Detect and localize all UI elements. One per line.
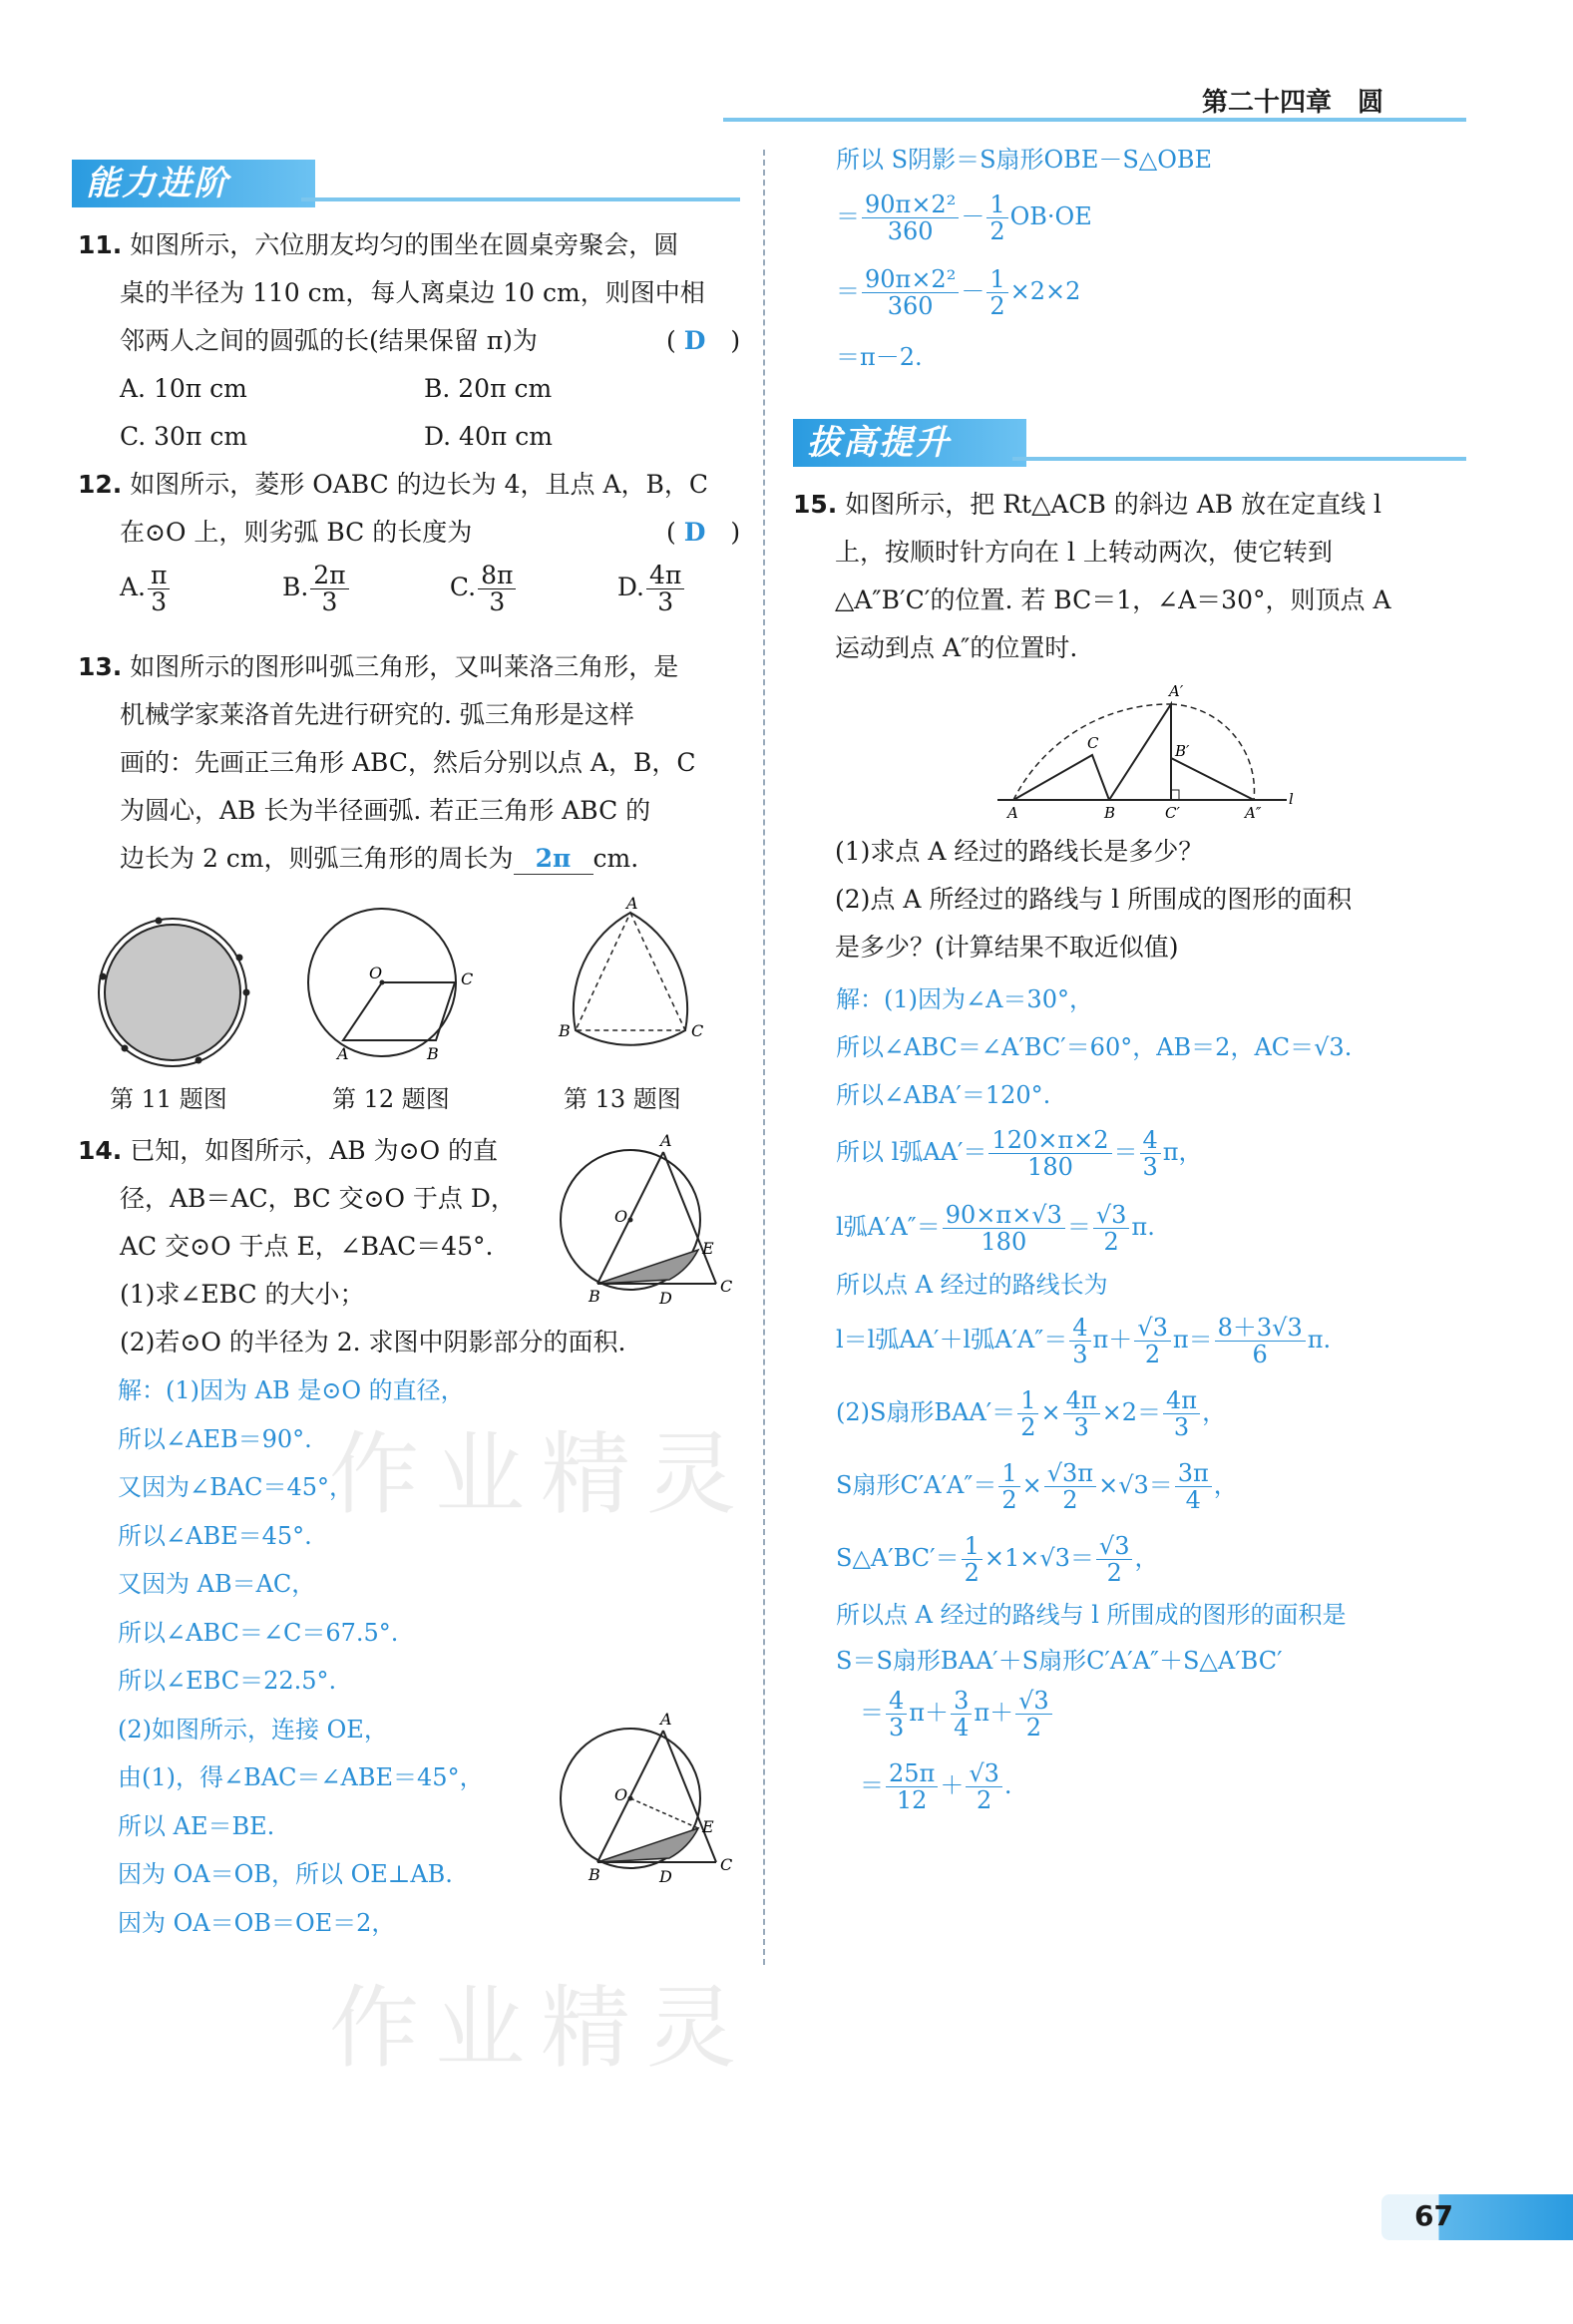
svg-text:A′: A′ <box>1169 682 1184 700</box>
figure-15 <box>997 678 1307 823</box>
watermark: 作业精灵 <box>329 1422 752 1527</box>
svg-text:B: B <box>589 1287 600 1306</box>
answer-11: D <box>683 326 706 355</box>
solution-14: 解：(1)因为 AB 是⊙O 的直径， 所以∠AEB＝90°. 又因为∠BAC＝45°， 所以∠ABE＝45°. 又因为 AB＝AC， 所以∠ABC＝∠C＝67.5°. 所以∠EBC＝22.5°. (2)如图所示，连接 OE， 由(1)，得∠BAC＝∠ABE＝45°， 所以 AE＝BE. 因为 OA＝OB，所以 OE⊥AB. 因为 OA＝OB＝OE＝2， <box>118 1376 484 1937</box>
svg-text:B: B <box>427 1044 439 1063</box>
question-13: 13. 如图所示的图形叫弧三角形，又叫莱洛三角形，是 机械学家莱洛首先进行研究的. 弧三角形是这样 画的：先画正三角形 ABC，然后分别以点 A，B，C 为圆心，AB 长为半径画弧. 若正三角形 ABC 的 边长为 2 cm，则弧三角形的周长为 2π cm. <box>78 652 696 873</box>
svg-text:B′: B′ <box>1175 742 1190 760</box>
svg-text:A: A <box>337 1044 349 1063</box>
svg-text:O: O <box>369 964 383 982</box>
svg-text:O: O <box>614 1785 628 1804</box>
svg-text:E: E <box>702 1817 714 1836</box>
page-number-tab <box>1381 2194 1573 2240</box>
figure-11-caption: 第 11 题图 <box>110 1085 227 1113</box>
banner-rule-right <box>1012 457 1466 461</box>
chapter-title: 第二十四章 圆 <box>1202 88 1384 118</box>
question-14: 14. 已知，如图所示，AB 为⊙O 的直 径，AB＝AC，BC 交⊙O 于点 D， AC 交⊙O 于点 E，∠BAC＝45°. (1)求∠EBC 的大小； (2)若⊙O 的半径为 2. 求图中阴影部分的面积. <box>78 1136 626 1356</box>
figure-13-caption: 第 13 题图 <box>564 1085 681 1113</box>
figure-12-caption: 第 12 题图 <box>332 1085 450 1113</box>
figure-14 <box>549 1132 748 1312</box>
svg-text:B: B <box>1104 804 1116 822</box>
svg-text:C: C <box>461 969 474 988</box>
figure-14-solution <box>549 1711 748 1890</box>
solution-15: 解：(1)因为∠A＝30°， 所以∠ABC＝∠A′BC′＝60°，AB＝2，AC＝√3. 所以∠ABA′＝120°. 所以 l弧AA′＝ $\frac{120\times\pi\times 2}{180}$ ＝ $\frac{4}{3}$ π， l弧A′A″＝ $\frac{90\times\pi\times√3}{180}$ ＝ $\frac{√3}{2}$ π. 所以点 A 经过的路线长为 l＝l弧AA′＋l弧A′A″＝ $\frac{4}{3}$ π＋ $\frac{√3}{2}$ π＝ $\frac{8+3√3}{6}$ π. (2)S扇形BAA′＝ $\frac{1}{2}$ × $\frac{4\pi}{3}$ ×2＝ $\frac{4\pi}{3}$ ， S扇形C′A′A″＝ $\frac{1}{2}$ × $\frac{√3\pi}{2}$ ×√3＝ $\frac{3\pi}{4}$ ， S△A′BC′＝ $\frac{1}{2}$ ×1×√3＝ $\frac{√3}{2}$ ， 所以点 A 经过的路线与 l 所围成的图形的面积是 S＝S扇形BAA′＋S扇形C′A′A″＋S△A′BC′ ＝ $\frac{4}{3}$ π＋ $\frac{3}{4}$ π＋ $\frac{√3}{2}$ ＝ $\frac{25\pi}{12}$ ＋ $\frac{√3}{2}$ . <box>836 985 1353 1814</box>
question-11: 11. 如图所示，六位朋友均匀的围坐在圆桌旁聚会，圆 桌的半径为 110 cm，每人离桌边 10 cm，则图中相 邻两人之间的圆弧的长(结果保留 π)为 ( D ) A. 10π cm B. 20π cm C. 30π cm D. 40π cm <box>78 230 741 451</box>
svg-text:B: B <box>589 1865 600 1884</box>
svg-text:C: C <box>720 1855 733 1874</box>
svg-text:C: C <box>691 1021 704 1040</box>
answer-12: D <box>683 518 706 547</box>
figure-13 <box>539 893 728 1072</box>
svg-text:l: l <box>1289 790 1294 808</box>
question-15-parts: (1)求点 A 经过的路线长是多少？ (2)点 A 所经过的路线与 l 所围成的图形的面积 是多少？(计算结果不取近似值) <box>835 837 1353 962</box>
svg-text:A: A <box>626 894 638 913</box>
section-banner-advanced: 拔高提升 <box>793 419 1026 467</box>
figure-12 <box>299 903 499 1072</box>
question-12: 12. 如图所示，菱形 OABC 的边长为 4，且点 A，B，C 在⊙O 上，则劣弧 BC 的长度为 ( D ) A. $\frac{\pi}{3}$ B. $\frac{2\pi}{3}$ C. $\frac{8\pi}{3}$ D. $\frac{4\pi}{3}$ <box>78 470 741 616</box>
figure-11 <box>95 913 254 1072</box>
question-15: 15. 如图所示，把 Rt△ACB 的斜边 AB 放在定直线 l 上，按顺时针方向在 l 上转动两次，使它转到 △A″B′C′的位置. 若 BC＝1，∠A＝30°，则顶点 A 运动到点 A″的位置时. <box>793 490 1391 662</box>
svg-text:C′: C′ <box>1165 804 1180 822</box>
svg-text:B: B <box>559 1021 571 1040</box>
svg-text:D: D <box>659 1289 672 1308</box>
svg-text:O: O <box>614 1207 628 1226</box>
answer-13: 2π <box>535 844 572 873</box>
svg-text:C: C <box>1087 734 1099 752</box>
svg-text:A″: A″ <box>1245 804 1262 822</box>
svg-text:D: D <box>659 1867 672 1886</box>
svg-text:C: C <box>720 1277 733 1296</box>
svg-text:A: A <box>660 1711 672 1729</box>
page-number: 67 <box>1414 2199 1453 2232</box>
svg-text:E: E <box>702 1239 714 1258</box>
section-banner-ability: 能力进阶 <box>72 160 315 207</box>
svg-text:A: A <box>660 1132 672 1150</box>
banner-rule-left <box>301 197 740 201</box>
watermark-lower: 作业精灵 <box>329 1976 752 2081</box>
svg-text:A: A <box>1007 804 1018 822</box>
solution-14-continued: 所以 S阴影＝S扇形OBE－S△OBE ＝ $\frac{\text{90π×2²}}{360}$ － $\frac{1}{2}$ OB·OE ＝ $\frac{\text{90π×2²}}{360}$ － $\frac{1}{2}$ ×2×2 ＝π－2. <box>836 146 1213 371</box>
